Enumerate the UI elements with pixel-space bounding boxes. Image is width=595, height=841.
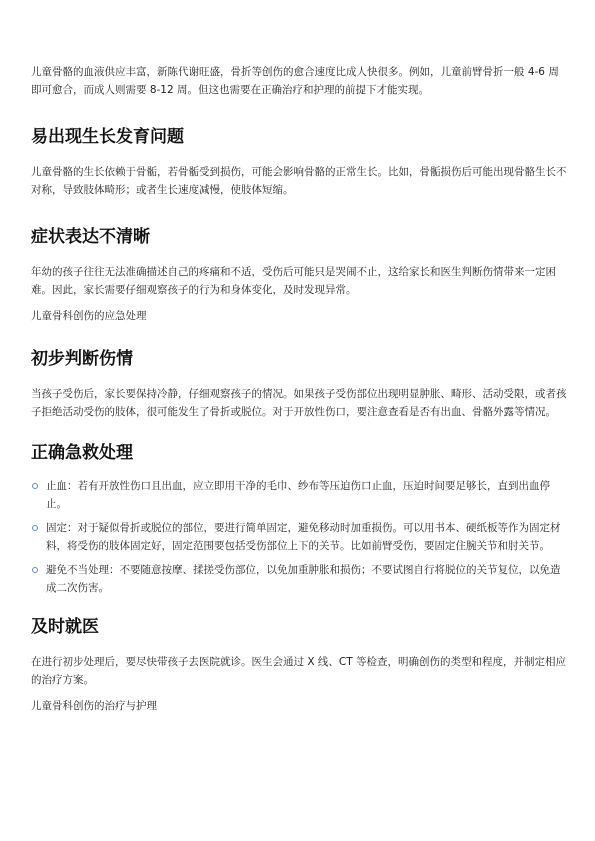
list-item-text: 止血：若有开放性伤口且出血，应立即用干净的毛巾、纱布等压迫伤口止血，压迫时间要足够长，直到出血停止。 bbox=[46, 480, 550, 510]
growth-paragraph: 儿童骨骼的生长依赖于骨骺，若骨骺受到损伤，可能会影响骨骼的正常生长。比如，骨骺损伤后可能出现骨骼生长不对称，导致肢体畸形；或者生长速度减慢，使肢体短缩。 bbox=[31, 166, 567, 196]
firstaid-list bbox=[31, 477, 567, 597]
judge-paragraph: 当孩子受伤后，家长要保持冷静，仔细观察孩子的情况。如果孩子受伤部位出现明显肿胀、畸形、活动受限，或者孩子拒绝活动受伤的肢体，很可能发生了骨折或脱位。对于开放性伤口，要注意查看是否有出血、骨骼外露等情况。 bbox=[31, 388, 567, 418]
symptom-heading: 症状表达不清晰 bbox=[31, 227, 150, 247]
hospital-paragraph: 在进行初步处理后，要尽快带孩子去医院就诊。医生会通过 X 线、CT 等检查，明确创伤的类型和程度，并制定相应的治疗方案。 bbox=[31, 656, 566, 686]
circle-bullet-icon bbox=[32, 525, 38, 531]
judge-heading: 初步判断伤情 bbox=[31, 349, 133, 369]
hospital-heading: 及时就医 bbox=[31, 617, 99, 637]
growth-heading: 易出现生长发育问题 bbox=[31, 127, 184, 147]
emergency-section-label: 儿童骨科创伤的应急处理 bbox=[31, 310, 147, 322]
circle-bullet-icon bbox=[32, 483, 38, 489]
list-item bbox=[31, 519, 567, 555]
firstaid-heading: 正确急救处理 bbox=[31, 443, 133, 463]
list-item bbox=[31, 561, 567, 597]
treatment-section-label: 儿童骨科创伤的治疗与护理 bbox=[31, 700, 157, 712]
list-item-text: 固定：对于疑似骨折或脱位的部位，要进行简单固定，避免移动时加重损伤。可以用书本、硬纸板等作为固定材料，将受伤的肢体固定好，固定范围要包括受伤部位上下的关节。比如前臂受伤，要固定住腕关节和肘关节。 bbox=[46, 522, 561, 552]
list-item bbox=[31, 477, 567, 513]
list-item-text: 避免不当处理：不要随意按摩、揉搓受伤部位，以免加重肿胀和损伤；不要试图自行将脱位的关节复位，以免造成二次伤害。 bbox=[46, 564, 561, 594]
intro-paragraph: 儿童骨骼的血液供应丰富，新陈代谢旺盛，骨折等创伤的愈合速度比成人快很多。例如，儿童前臂骨折一般 4-6 周即可愈合，而成人则需要 8-12 周。但这也需要在正确治疗和护理的前提下才能实现。 bbox=[31, 66, 559, 96]
symptom-paragraph: 年幼的孩子往往无法准确描述自己的疼痛和不适，受伤后可能只是哭闹不止，这给家长和医生判断伤情带来一定困难。因此，家长需要仔细观察孩子的行为和身体变化，及时发现异常。 bbox=[31, 266, 556, 296]
circle-bullet-icon bbox=[32, 567, 38, 573]
